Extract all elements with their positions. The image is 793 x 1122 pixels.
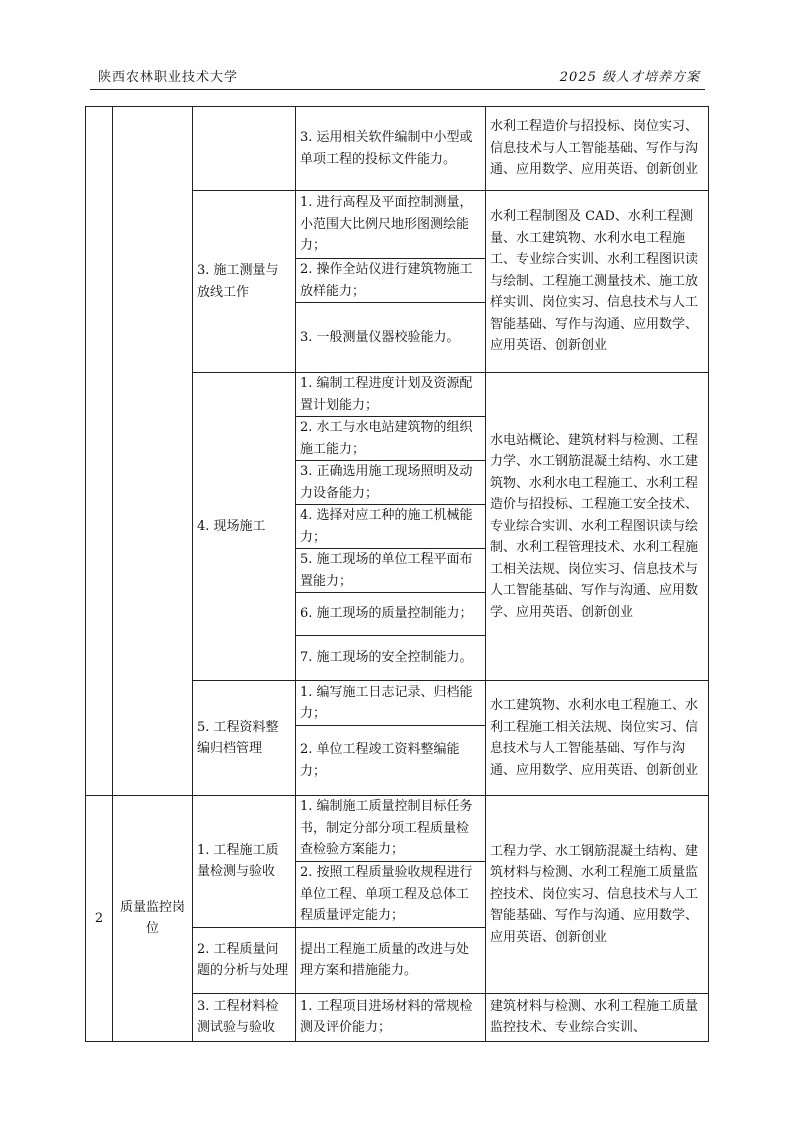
ability-cell: 2. 按照工程质量验收规程进行单位工程、单项工程及总体工程质量评定能力； (296, 862, 486, 928)
post-name: 质量监控岗位 (113, 796, 193, 1042)
task-name: 1. 工程施工质量检测与验收 (193, 796, 296, 928)
course-cell: 水电站概论、建筑材料与检测、工程力学、水工钢筋混凝土结构、水工建筑物、水利水电工程施工、水利工程造价与招投标、工程施工安全技术、专业综合实训、水利工程图识读与绘制、水利工程管理技术、水利工程施工相关法规、岗位实习、信息技术与人工智能基础、写作与沟通、应用数学、应用英语、创新创业 (486, 373, 709, 681)
task-name: 5. 工程资料整编归档管理 (193, 681, 296, 796)
task-name: 3. 工程材料检测试验与验收 (193, 993, 296, 1041)
ability-cell: 1. 编写施工日志记录、归档能力； (296, 681, 486, 726)
course-cell: 工程力学、水工钢筋混凝土结构、建筑材料与检测、水利工程施工质量监控技术、岗位实习、信息技术与人工智能基础、写作与沟通、应用数学、应用英语、创新创业 (486, 796, 709, 994)
ability-cell: 提出工程施工质量的改进与处理方案和措施能力。 (296, 927, 486, 993)
task-name: 3. 施工测量与放线工作 (193, 191, 296, 373)
ability-cell: 1. 进行高程及平面控制测量，小范围大比例尺地形图测绘能力； (296, 191, 486, 259)
post-number (86, 107, 113, 796)
ability-cell: 3. 正确选用施工现场照明及动力设备能力； (296, 461, 486, 505)
ability-cell: 2. 水工与水电站建筑物的组织施工能力； (296, 417, 486, 461)
ability-cell: 2. 操作全站仪进行建筑物施工放样能力； (296, 259, 486, 303)
table-row (86, 107, 709, 191)
task-name: 4. 现场施工 (193, 373, 296, 681)
ability-cell: 3. 运用相关软件编制中小型或单项工程的投标文件能力。 (296, 107, 486, 191)
ability-cell: 1. 工程项目进场材料的常规检测及评价能力； (296, 993, 486, 1041)
ability-cell: 4. 选择对应工种的施工机械能力； (296, 505, 486, 549)
ability-cell: 1. 编制施工质量控制目标任务书，制定分部分项工程质量检查检验方案能力； (296, 796, 486, 862)
course-cell: 水利工程制图及 CAD、水利工程测量、水工建筑物、水利水电工程施工、专业综合实训、水利工程图识读与绘制、工程施工测量技术、施工放样实训、岗位实习、信息技术与人工智能基础、写作与沟通、应用数学、应用英语、创新创业 (486, 191, 709, 373)
ability-cell: 6. 施工现场的质量控制能力； (296, 593, 486, 636)
ability-cell: 2. 单位工程竣工资料整编能力； (296, 726, 486, 796)
course-cell: 水利工程造价与招投标、岗位实习、信息技术与人工智能基础、写作与沟通、应用数学、应用英语、创新创业 (486, 107, 709, 191)
task-name: 2. 工程质量问题的分析与处理 (193, 927, 296, 993)
school-name: 陕西农林职业技术大学 (98, 70, 239, 85)
post-name (113, 107, 193, 796)
course-cell: 建筑材料与检测、水利工程施工质量监控技术、专业综合实训、 (486, 993, 709, 1041)
header-rule (90, 89, 705, 90)
curriculum-table (85, 106, 709, 1042)
post-number: 2 (86, 796, 113, 1042)
plan-title: 2025 级人才培养方案 (559, 70, 700, 85)
ability-cell: 5. 施工现场的单位工程平面布置能力； (296, 549, 486, 593)
course-cell: 水工建筑物、水利水电工程施工、水利工程施工相关法规、岗位实习、信息技术与人工智能基础、写作与沟通、应用数学、应用英语、创新创业 (486, 681, 709, 796)
task-name (193, 107, 296, 191)
ability-cell: 7. 施工现场的安全控制能力。 (296, 636, 486, 681)
table-row (86, 796, 709, 862)
ability-cell: 3. 一般测量仪器校验能力。 (296, 303, 486, 373)
ability-cell: 1. 编制工程进度计划及资源配置计划能力； (296, 373, 486, 417)
